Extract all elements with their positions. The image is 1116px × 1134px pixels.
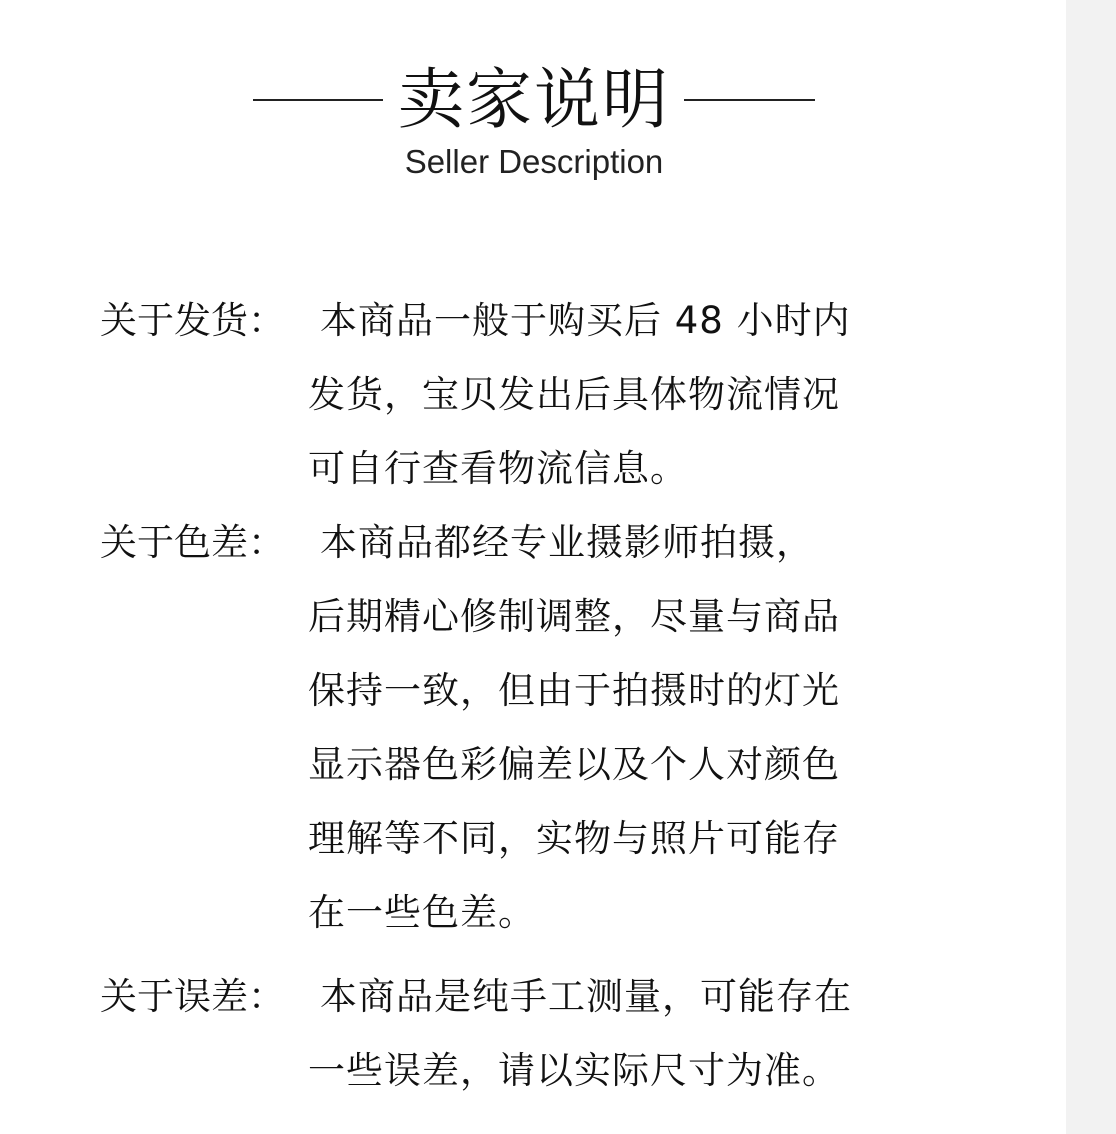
text-line: 在一些色差。 bbox=[308, 891, 536, 934]
text-line: 一些误差，请以实际尺寸为准。 bbox=[308, 1049, 840, 1092]
header-divider-right bbox=[684, 99, 815, 101]
text-line: 本商品一般于购买后 48 小时内 bbox=[320, 299, 851, 342]
text-line: 理解等不同，实物与照片可能存 bbox=[308, 817, 840, 860]
section-body-measurement-error bbox=[308, 960, 988, 1108]
section-label-measurement-error: 关于误差： bbox=[100, 975, 285, 1018]
text-line: 本商品都经专业摄影师拍摄， bbox=[320, 521, 814, 564]
text-line: 本商品是纯手工测量，可能存在 bbox=[320, 975, 852, 1018]
section-body-color-difference bbox=[308, 506, 988, 950]
text-line: 显示器色彩偏差以及个人对颜色 bbox=[308, 743, 840, 786]
text-line: 保持一致，但由于拍摄时的灯光 bbox=[308, 669, 840, 712]
text-line: 发货，宝贝发出后具体物流情况 bbox=[308, 373, 840, 416]
section-body-shipping bbox=[308, 284, 988, 506]
section-label-color-difference: 关于色差： bbox=[100, 521, 285, 564]
page-title: 卖家说明 bbox=[398, 61, 670, 138]
section-label-shipping: 关于发货： bbox=[100, 299, 285, 342]
header-divider-left bbox=[253, 99, 383, 101]
text-line: 可自行查看物流信息。 bbox=[308, 447, 688, 490]
text-line: 后期精心修制调整，尽量与商品 bbox=[308, 595, 840, 638]
side-strip bbox=[1066, 0, 1116, 1134]
page-subtitle: Seller Description bbox=[404, 143, 664, 180]
header bbox=[0, 60, 1066, 190]
